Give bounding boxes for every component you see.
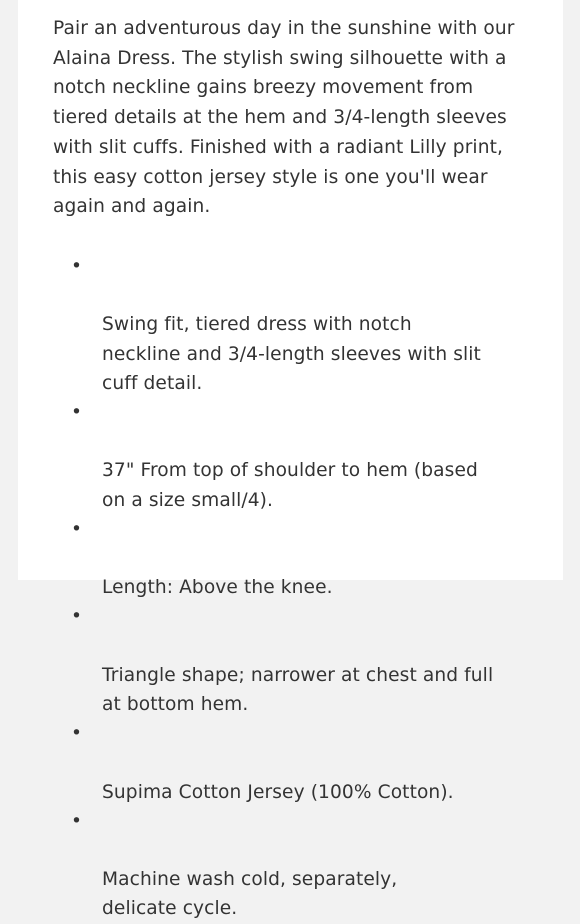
feature-text: 37" From top of shoulder to hem (based on a size small/4). [102,460,478,511]
bullet-icon: • [71,518,83,540]
list-item [53,602,533,719]
product-description-card [18,0,563,920]
list-item [53,719,533,807]
list-item [53,398,533,515]
feature-list [53,252,533,924]
bullet-icon: • [71,606,83,628]
list-item [53,515,533,603]
feature-text: Machine wash cold, separately, delicate cycle. [102,869,398,920]
list-item [53,252,533,398]
list-item [53,807,533,924]
feature-text: Supima Cotton Jersey (100% Cotton). [102,781,454,803]
feature-text: Triangle shape; narrower at chest and full at bottom hem. [102,664,494,716]
feature-text: Length: Above the knee. [102,577,333,599]
bullet-icon: • [71,810,83,832]
bullet-icon: • [71,402,83,424]
product-description: Pair an adventurous day in the sunshine with our Alaina Dress. The stylish swing silhouette with a notch neckline gains breezy movement from tiered details at the hem and 3/4-length sleeves with slit cuffs. Finished with a radiant Lilly print, this easy cotton jersey style is one you'll wear again and again. [53,18,515,218]
feature-text: Swing fit, tiered dress with notch neckline and 3/4-length sleeves with slit cuff detail. [102,314,481,394]
bullet-icon: • [71,723,83,745]
bullet-icon: • [71,256,83,277]
